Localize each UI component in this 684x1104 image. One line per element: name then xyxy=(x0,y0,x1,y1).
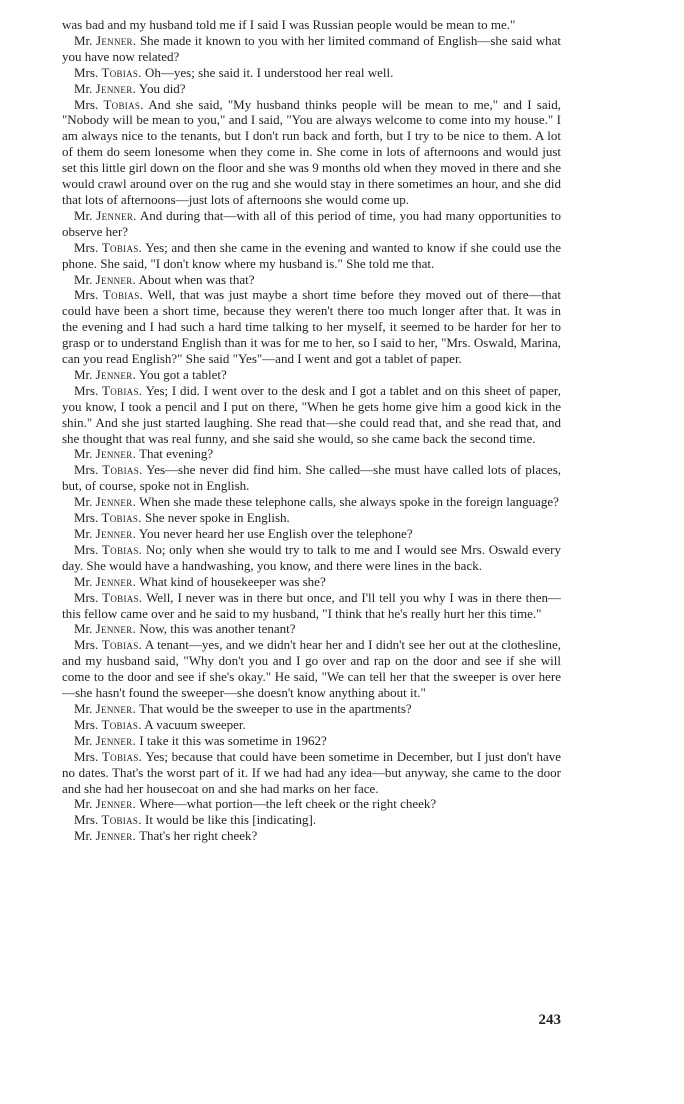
speaker-name: Tobias. xyxy=(101,510,142,526)
speech-text: was bad and my husband told me if I said I was Russian people would be mean to me." xyxy=(62,17,516,32)
speaker-name: Tobias. xyxy=(101,748,143,764)
speech-text: Oh—yes; she said it. I understood her real well. xyxy=(145,64,394,80)
testimony-paragraph xyxy=(62,621,561,637)
speaker-title: Mrs. xyxy=(74,637,99,653)
speaker-name: Jenner. xyxy=(95,796,137,812)
speaker-name: Jenner. xyxy=(95,828,137,844)
testimony-paragraph xyxy=(62,590,561,622)
speaker-title: Mrs. xyxy=(74,589,99,605)
testimony-paragraph xyxy=(62,65,561,81)
speaker-name: Tobias. xyxy=(101,64,142,80)
testimony-paragraph xyxy=(62,446,561,462)
speech-text: It would be like this [indicating]. xyxy=(145,812,317,828)
speaker-name: Tobias. xyxy=(101,637,143,653)
speech-text: That evening? xyxy=(139,446,214,462)
speaker-title: Mrs. xyxy=(74,64,99,80)
speech-text: Where—what portion—the left cheek or the right cheek? xyxy=(139,796,437,812)
speaker-name: Jenner. xyxy=(95,573,137,589)
speaker-name: Jenner. xyxy=(95,700,137,716)
testimony-paragraph xyxy=(62,796,561,812)
speaker-title: Mr. xyxy=(74,700,93,716)
speaker-title: Mr. xyxy=(74,366,93,382)
testimony-paragraph xyxy=(62,97,561,208)
speech-text: I take it this was sometime in 1962? xyxy=(139,732,327,748)
speaker-title: Mrs. xyxy=(74,812,99,828)
speaker-name: Jenner. xyxy=(96,207,137,223)
speaker-title: Mr. xyxy=(74,573,93,589)
speech-text: A vacuum sweeper. xyxy=(144,716,246,732)
speech-text: You never heard her use English over the telephone? xyxy=(138,526,413,541)
transcript-body xyxy=(62,17,561,844)
speaker-title: Mr. xyxy=(74,526,93,541)
speaker-name: Tobias. xyxy=(102,462,143,478)
testimony-paragraph xyxy=(62,637,561,701)
speaker-name: Tobias. xyxy=(102,589,143,605)
speaker-title: Mrs. xyxy=(74,239,99,255)
speech-text: That would be the sweeper to use in the apartments? xyxy=(139,700,412,716)
speaker-title: Mrs. xyxy=(74,748,99,764)
speech-text: Yes; I did. I went over to the desk and I got a tablet and on this sheet of paper, you know, I took a pencil and I put on there, "When he gets home give him a good kick in the shin." And she just started laughing. She read that—she could read that, and she read that, and she thought that was real funny, and she said she would, so she came back the second time. xyxy=(62,382,561,446)
testimony-paragraph xyxy=(62,383,561,447)
speaker-title: Mrs. xyxy=(74,716,99,732)
testimony-paragraph xyxy=(62,17,561,33)
speaker-name: Jenner. xyxy=(95,32,137,48)
testimony-paragraph xyxy=(62,733,561,749)
speaker-title: Mr. xyxy=(74,271,93,287)
speech-text: A tenant—yes, and we didn't hear her and I didn't see her out at the clothesline, and my husband said, "Why don't you and I go over and rap on the door and see if she will come to the door and see if she's okay." He said, "We can tell her that the sweeper is over here—she hasn't found the sweeper—she doesn't know anything about it." xyxy=(62,637,562,701)
speech-text: Well, I never was in there but once, and I'll tell you why I was in there then—this fellow came over and he said to my husband, "I think that he's really hurt her this time." xyxy=(62,589,562,621)
testimony-paragraph xyxy=(62,287,561,367)
speaker-name: Jenner. xyxy=(95,271,137,287)
speaker-title: Mr. xyxy=(74,32,93,48)
speaker-name: Tobias. xyxy=(102,382,143,398)
speaker-name: Tobias. xyxy=(101,812,142,828)
speech-text: You did? xyxy=(138,80,186,96)
speech-text: She made it known to you with her limited command of English—she said what you have now related? xyxy=(62,32,561,64)
speaker-name: Jenner. xyxy=(95,366,137,382)
testimony-paragraph xyxy=(62,701,561,717)
testimony-paragraph xyxy=(62,828,561,844)
speaker-name: Jenner. xyxy=(95,732,137,748)
speech-text: Yes—she never did find him. She called—she must have called lots of places, but, of course, spoke not in English. xyxy=(62,462,561,494)
speaker-title: Mr. xyxy=(74,494,93,510)
testimony-paragraph xyxy=(62,526,561,542)
speaker-title: Mr. xyxy=(74,828,93,844)
speech-text: That's her right cheek? xyxy=(139,828,258,844)
speaker-name: Tobias. xyxy=(101,541,143,557)
speaker-name: Tobias. xyxy=(103,96,144,112)
speech-text: When she made these telephone calls, she always spoke in the foreign language? xyxy=(139,494,559,510)
testimony-paragraph xyxy=(62,367,561,383)
speaker-title: Mrs. xyxy=(74,462,99,478)
speaker-name: Tobias. xyxy=(102,287,144,303)
speech-text: Yes; and then she came in the evening and wanted to know if she could use the phone. She said, "I don't know where my husband is." She told me that. xyxy=(62,239,562,271)
speech-text: Now, this was another tenant? xyxy=(139,621,296,637)
speech-text: She never spoke in English. xyxy=(145,510,290,526)
speaker-title: Mrs. xyxy=(74,96,99,112)
speaker-name: Jenner. xyxy=(95,446,137,462)
speaker-name: Tobias. xyxy=(101,239,143,255)
testimony-paragraph xyxy=(62,33,561,65)
testimony-paragraph xyxy=(62,208,561,240)
speaker-title: Mr. xyxy=(74,207,93,223)
speaker-title: Mrs. xyxy=(74,510,99,526)
speech-text: Well, that was just maybe a short time before they moved out of there—that could have been a short time, because they weren't there too much longer after that. It was in the evening and I had such a hard time talking to her myself, it seemed to be harder for her to grasp or to understand English than it was for me to her, so I said to her, "Mrs. Oswald, Marina, can you read English?" She said "Yes"—and I went and got a tablet of paper. xyxy=(62,287,562,367)
speaker-name: Jenner. xyxy=(95,494,137,510)
testimony-paragraph xyxy=(62,81,561,97)
testimony-paragraph xyxy=(62,542,561,574)
page-number: 243 xyxy=(538,1012,561,1028)
speech-text: What kind of housekeeper was she? xyxy=(139,573,326,589)
speaker-title: Mrs. xyxy=(74,382,99,398)
speech-text: And during that—with all of this period of time, you had many opportunities to observe her? xyxy=(62,207,561,239)
speech-text: You got a tablet? xyxy=(138,366,227,382)
speaker-name: Jenner. xyxy=(95,621,137,637)
speech-text: No; only when she would try to talk to me and I would see Mrs. Oswald every day. She would have a handwashing, you know, and there were lines in the back. xyxy=(62,541,562,573)
speaker-title: Mrs. xyxy=(74,541,99,557)
testimony-paragraph xyxy=(62,494,561,510)
testimony-paragraph xyxy=(62,272,561,288)
speaker-title: Mr. xyxy=(74,796,93,812)
speaker-name: Tobias. xyxy=(101,716,142,732)
testimony-paragraph xyxy=(62,749,561,797)
testimony-paragraph xyxy=(62,717,561,733)
testimony-paragraph xyxy=(62,812,561,828)
testimony-paragraph xyxy=(62,462,561,494)
speaker-name: Jenner. xyxy=(95,526,137,541)
testimony-paragraph xyxy=(62,510,561,526)
speech-text: And she said, "My husband thinks people will be mean to me," and I said, "Nobody will be mean to you," and I said, "You are always welcome to come into my house." I am always nice to the tenants, but I don't run back and forth, but I try to be nice to them. A lot of them do seem lonesome when they come in. She come in lots of afternoons and would just set this little girl down on the floor and she was 9 months old when they moved in there and she would crawl around over on the rug and she would stay in there sometimes an hour, and she did that lots of afternoons—just lots of afternoons she would come up. xyxy=(62,96,561,207)
speech-text: About when was that? xyxy=(138,271,255,287)
speaker-title: Mr. xyxy=(74,80,93,96)
testimony-paragraph xyxy=(62,240,561,272)
speaker-title: Mr. xyxy=(74,446,93,462)
speaker-name: Jenner. xyxy=(95,80,137,96)
testimony-paragraph xyxy=(62,574,561,590)
speaker-title: Mr. xyxy=(74,621,93,637)
speaker-title: Mr. xyxy=(74,732,93,748)
speech-text: Yes; because that could have been sometime in December, but I just don't have no dates. That's the worst part of it. If we had had any idea—but anyway, she came to the door and she had her housecoat on and she had marks on her face. xyxy=(62,748,562,796)
speaker-title: Mrs. xyxy=(74,287,99,303)
